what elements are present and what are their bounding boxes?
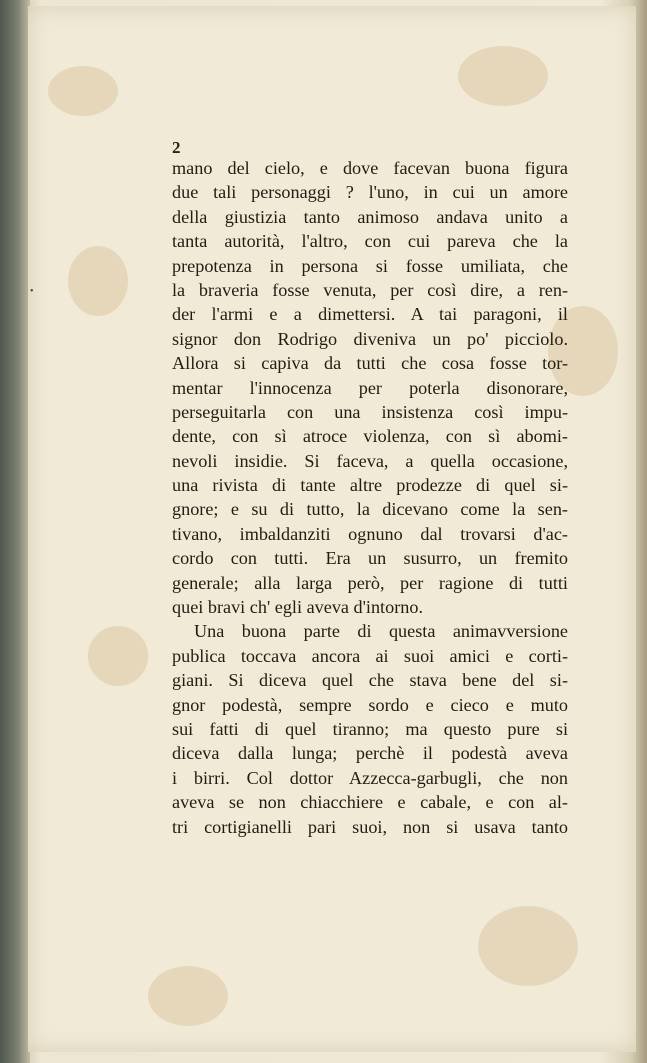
- text-line-paragraph-end: quei bravi ch' egli aveva d'intorno.: [172, 597, 423, 618]
- foxing-stain: [458, 46, 548, 106]
- foxing-stain: [148, 966, 228, 1026]
- text-line: generale; alla larga però, per ragione di tutti: [172, 572, 568, 593]
- text-line: due tali personaggi ? l'uno, in cui un amore: [172, 182, 568, 203]
- text-line-paragraph-start: Una buona parte di questa animavversione: [194, 621, 568, 642]
- text-line: i birri. Col dottor Azzecca-garbugli, che non: [172, 767, 568, 788]
- margin-dot: •: [30, 286, 34, 297]
- text-line: signor don Rodrigo diveniva un po' picciolo.: [172, 328, 568, 349]
- foxing-stain: [88, 626, 148, 686]
- text-line: della giustizia tanto animoso andava unito a: [172, 206, 568, 227]
- text-line: tri cortigianelli pari suoi, non si usava tanto: [172, 816, 568, 837]
- page-number: 2: [172, 138, 181, 157]
- text-line: perseguitarla con una insistenza così impu-: [172, 401, 568, 422]
- text-line: nevoli insidie. Si faceva, a quella occasione,: [172, 450, 568, 471]
- text-line: mentar l'innocenza per poterla disonorare,: [172, 377, 568, 398]
- foxing-stain: [68, 246, 128, 316]
- text-line: sui fatti di quel tiranno; ma questo pure si: [172, 718, 568, 739]
- body-text: [172, 156, 568, 839]
- text-line: una rivista di tante altre prodezze di quel si-: [172, 475, 568, 496]
- foxing-stain: [48, 66, 118, 116]
- text-line: giani. Si diceva quel che stava bene del si-: [172, 670, 568, 691]
- text-line: aveva se non chiacchiere e cabale, e con al-: [172, 792, 568, 813]
- text-line: dente, con sì atroce violenza, con sì abomi-: [172, 426, 568, 447]
- text-line: tivano, imbaldanziti ognuno dal trovarsi d'ac-: [172, 523, 568, 544]
- text-line: der l'armi e a dimettersi. A tai paragoni, il: [172, 304, 568, 325]
- text-line: prepotenza in persona si fosse umiliata, che: [172, 255, 568, 276]
- text-line: publica toccava ancora ai suoi amici e corti-: [172, 645, 568, 666]
- text-line: Allora si capiva da tutti che cosa fosse tor-: [172, 353, 568, 374]
- text-line: la braveria fosse venuta, per così dire, a ren-: [172, 279, 568, 300]
- foxing-stain: [478, 906, 578, 986]
- text-line: diceva dalla lunga; perchè il podestà aveva: [172, 743, 568, 764]
- text-line: mano del cielo, e dove facevan buona figura: [172, 158, 568, 178]
- text-line: cordo con tutti. Era un susurro, un fremito: [172, 548, 568, 569]
- text-line: gnor podestà, sempre sordo e cieco e muto: [172, 694, 568, 715]
- book-binding-edge: [0, 0, 30, 1063]
- text-line: gnore; e su di tutto, la dicevano come la sen-: [172, 499, 568, 520]
- text-line: tanta autorità, l'altro, con cui pareva che la: [172, 231, 568, 252]
